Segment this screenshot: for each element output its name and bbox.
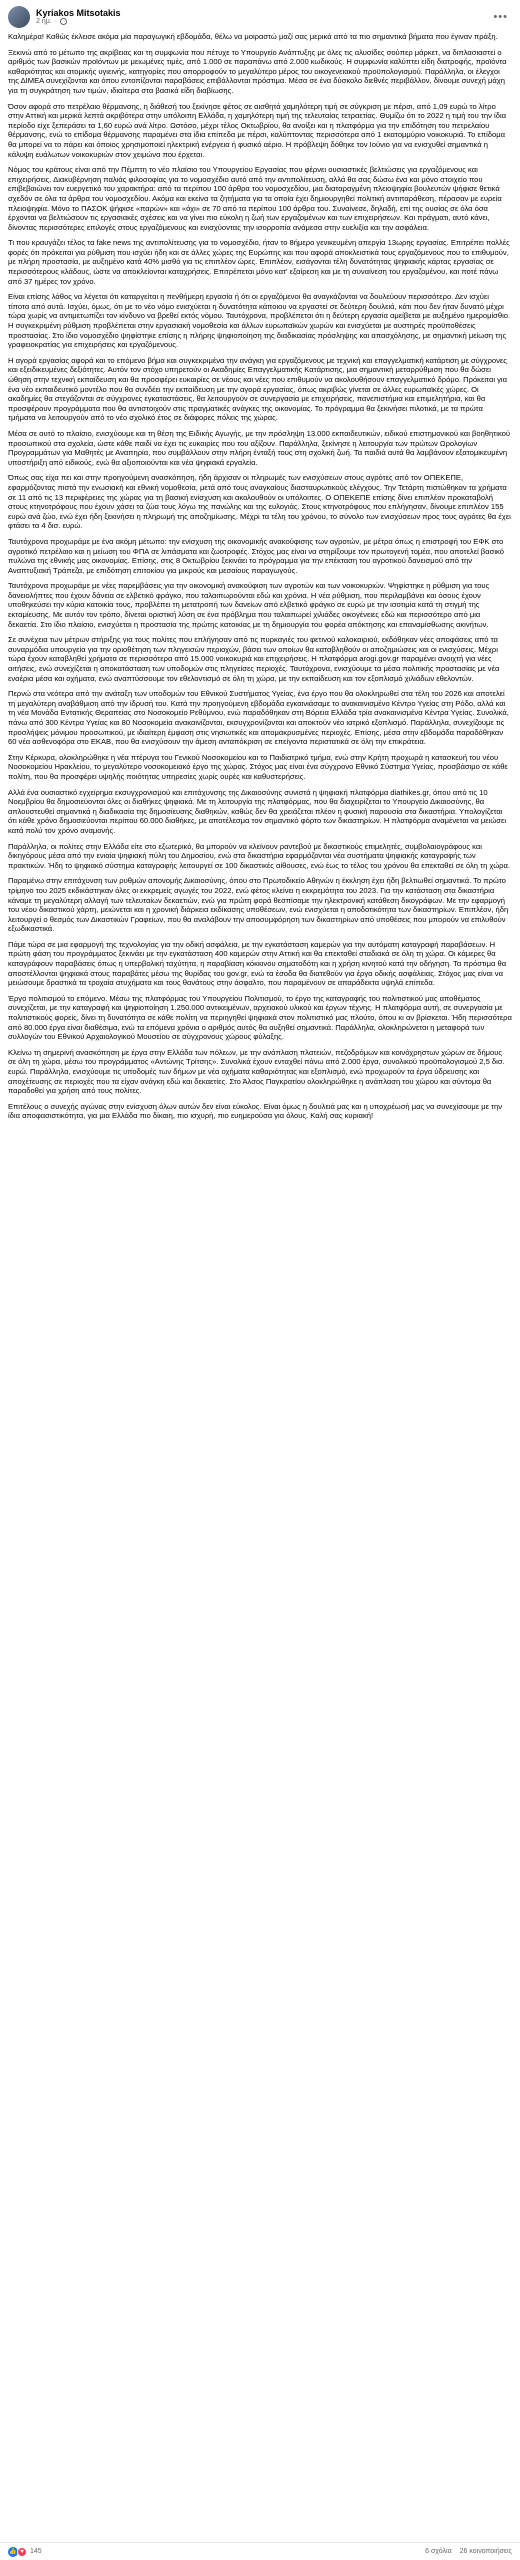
post-paragraph: Τι που κραυγάζει τέλος τα fake news της αντιπολίτευσης για το νομοσχέδιο, ήταν το 8ήμερο γενικευμένη απεργία 13ωρης εργασίας. Επιτρέπει πολλές φορές ότι πρόκειται για ρύθμιση που ισχύει ήδη και σε άλλες χώρες της Ευρώπης και που αφορά αποκλειστικά τους εργαζόμενους που το επιθυμούν, με πλήρη προστασία, με αυξημένο κατά 40% μισθό για τις επιπλέον ώρες. Επιπλέον, εισάγονται τέλη δυνατότητας ψηφιακής κάρτας εργασίας σε περισσότερους κλάδους, ώστε να αποκλείονται καταχρήσεις. Επιτρέπεται μόνο κατ' εξαίρεση και με τη συναίνεση του εργαζομένου, και ποτέ πάνω από 37 ημέρες τον χρόνο.: [8, 238, 510, 286]
comments-count[interactable]: 6 σχόλια: [425, 2548, 452, 2555]
post-paragraph: Στην Κέρκυρα, ολοκληρώθηκε η νέα πτέρυγα του Γενικού Νοσοκομείου και το Παιδιατρικό τμήμα, ενώ στην Κρήτη προχωρά η κατασκευή του νέου Νοσοκομείου Ηρακλείου, το μεγαλύτερο νοσοκομειακό έργο της χώρας. Στόχος μας είναι ένα σύγχρονο Εθνικό Σύστημα Υγείας, προσβάσιμο σε κάθε πολίτη, που θα προσφέρει υψηλής ποιότητας υπηρεσίες χωρίς ουρές και καθυστερήσεις.: [8, 752, 508, 781]
post-paragraph: Ταυτόχρονα προχωράμε με ένα ακόμη μέτωπο: την ενίσχυση της οικονομικής ανακούφισης των αγροτών, με μέτρα όπως η επιστροφή του ΕΦΚ στο αγροτικό πετρέλαιο και η μείωση του ΦΠΑ σε λιπάσματα και ζωοτροφές. Στόχος μας είναι να στηρίξουμε τον πρωτογενή τομέα, που αποτελεί βασικό πυλώνα της εθνικής μας οικονομίας. Επίσης, στις 8 Οκτωβρίου ξεκινάει το πρόγραμμα για την επέκταση του αγροτικού δανεισμού από την Αναπτυξιακή Τράπεζα, με επιδότηση επιτοκίου για μικρούς και μεσαίους παραγωγούς.: [8, 536, 504, 575]
post-paragraph: Περνώ στα νεότερα από την ανάταξη των υποδομών του Εθνικού Συστήματος Υγείας, ένα έργο που θα ολοκληρωθεί στα τέλη του 2026 και αποτελεί τη μεγαλύτερη αναβάθμιση από την ίδρυσή του. Κατά την προηγούμενη εβδομάδα εγκαινιάσαμε το ανακαινισμένο Κέντρο Υγείας στη Ρόδο, αλλά και τη νέα Μονάδα Εντατικής Θεραπείας στο Νοσοκομείο Ρεθύμνου, ενώ παραδόθηκαν στη Βόρεια Ελλάδα τρία ανακαινισμένα Κέντρα Υγείας. Συνολικά, πάνω από 300 Κέντρα Υγείας και 80 Νοσοκομεία ανακαινίζονται, εκσυγχρονίζονται και αποκτούν νέο ιατρικό εξοπλισμό. Παράλληλα, συνεχίζουμε τις προσλήψεις μόνιμου προσωπικού, με ιδιαίτερη έμφαση στις νησιωτικές και απομακρυσμένες περιοχές. Επίσης, μέσα στην εβδομάδα παραδόθηκαν 60 νέα ασθενοφόρα στο ΕΚΑΒ, που θα ενισχύσουν την άμεση ανταπόκριση σε επείγοντα περιστατικά σε όλη την επικράτεια.: [8, 689, 509, 747]
post-paragraph: Ξεκινώ από το μέτωπο της ακρίβειας και τη συμφωνία που πέτυχε το Υπουργείο Ανάπτυξης με όλες τις αλυσίδες σούπερ μάρκετ, να διπλασιαστεί ο αριθμός των βασικών προϊόντων με μειωμένες τιμές, από 1.000 σε παραπάνω από 2.000 κωδικούς. Η συμφωνία καλύπτει είδη διατροφής, προϊόντα καθαριότητας και ατομικής υγιεινής, κατηγορίες που απορροφούν το μεγαλύτερο μέρος του οικογενειακού προϋπολογισμού. Παράλληλα, οι έλεγχοι της ΔΙΜΕΑ συνεχίζονται και όπου εντοπίζονται παραβάσεις επιβάλλονται πρόστιμα. Μέσα σε ένα δύσκολο διεθνές περιβάλλον, δίνουμε συνεχή μάχη για τη συγκράτηση των τιμών, ιδιαίτερα στα βασικά είδη διαβίωσης.: [8, 47, 507, 95]
shares-count[interactable]: 26 κοινοποιήσεις: [459, 2548, 512, 2555]
post-paragraph: Έργο πολιτισμού το επόμενο. Μέσω της πλατφόρμας του Υπουργείου Πολιτισμού, το έργο της καταγραφής του πολιτιστικού μας αποθέματος συνεχίζεται, με την καταγραφή και ψηφιοποίηση 1.250.000 αντικειμένων, αρχειακού υλικού και έργων τέχνης. Η πλατφόρμα αυτή, σε συνεργασία με πολιτιστικούς φορείς, δίνει τη δυνατότητα σε κάθε πολίτη να περιηγηθεί ψηφιακά στον πολιτιστικό μας πλούτο, όπου κι αν βρίσκεται. Ήδη περισσότερα από 80.000 έργα είναι διαθέσιμα, ενώ τα επόμενα χρόνια ο αριθμός αυτός θα αυξηθεί σημαντικά. Παράλληλα, ολοκληρώνεται η μεταφορά των συλλογών του Εθνικού Αρχαιολογικού Μουσείου σε σύγχρονους χώρους φύλαξης.: [8, 993, 512, 1042]
post-footer: [0, 2542, 520, 2560]
reactions-summary[interactable]: [8, 2547, 425, 2557]
post-paragraph: Μέσα σε αυτό το πλαίσιο, ενισχύουμε και τη θέση της Ειδικής Αγωγής, με την πρόσληψη 13.000 εκπαιδευτικών, ειδικού επιστημονικού και βοηθητικού προσωπικού στα σχολεία, ώστε κάθε παιδί να έχει τις ευκαιρίες που του αξίζουν. Παράλληλα, ξεκίνησε η λειτουργία των πρώτων Ωρολογίων Προγραμμάτων για Μαθητές με Αναπηρία, που συμβάλλουν στην πλήρη ένταξή τους στη σχολική ζωή. Τα παιδιά αυτά θα λαμβάνουν εξατομικευμένη υποστήριξη από ειδικούς, ενώ θα αξιοποιούνται και νέα ψηφιακά εργαλεία.: [8, 428, 511, 467]
engagement-counts: [425, 2548, 512, 2555]
post-paragraph: Αλλά ένα ουσιαστικό εγχείρημα εκσυγχρονισμού και επιτάχυνσης της Δικαιοσύνης συνιστά η ψηφιακή πλατφόρμα diathikes.gr, όπου από τις 10 Νοεμβρίου θα δημοσιεύονται όλες οι διαθήκες ψηφιακά. Με τη λειτουργία της πλατφόρμας, που θα διαχειρίζεται το Υπουργείο Δικαιοσύνης, θα απλουστευθεί σημαντικά η διαδικασία της δημοσίευσης διαθηκών, καθώς δεν θα χρειάζεται πλέον η φυσική παρουσία στα δικαστήρια. Υπολογίζεται ότι κάθε χρόνο δημοσιεύονται περίπου 60.000 διαθήκες, με αποτέλεσμα τον σημαντικό φόρτο των δικαστηρίων. Η πλατφόρμα αναμένεται να μειώσει κατά πολύ τον χρόνο αναμονής.: [8, 787, 507, 835]
post-paragraph: Κλείνω τη σημερινή ανασκόπηση με έργα στην Ελλάδα των πόλεων, με την ανάπλαση πλατειών, πεζοδρόμων και κοινόχρηστων χώρων σε δήμους σε όλη τη χώρα, μέσω του προγράμματος «Αντώνης Τρίτσης». Συνολικά έχουν ενταχθεί πάνω από 2.000 έργα, συνολικού προϋπολογισμού 2,5 δισ. ευρώ. Παράλληλα, ενισχύουμε τις υποδομές των δήμων με νέα οχήματα καθαριότητας και εξοπλισμό, ενώ προχωρούν τα έργα ύδρευσης και αποχέτευσης σε περιοχές που τα είχαν ανάγκη εδώ και δεκαετίες. Στο Άλσος Παγκρατίου ολοκληρώθηκε η ανάπλαση του χώρου και σύντομα θα παραδοθεί για χρήση από τους πολίτες.: [8, 1047, 505, 1096]
post-paragraph: Η αγορά εργασίας αφορά και το επόμενο βήμα και συγκεκριμένα την ανάγκη για εργαζόμενους με τεχνική και επαγγελματική κατάρτιση με σύγχρονες και εξειδικευμένες δεξιότητες. Αυτόν τον στόχο υπηρετούν οι Ακαδημίες Επαγγελματικής Κατάρτισης, μια σημαντική μεταρρύθμιση που θα δώσει ώθηση στην τεχνική εκπαίδευση και θα προσφέρει ευκαιρίες σε νέους και νέες που επιθυμούν να ακολουθήσουν επαγγελματικό δρόμο. Πρόκειται για ένα νέο εκπαιδευτικό μοντέλο που θα συνδέει την εκπαίδευση με την αγορά εργασίας, όπως ακριβώς γίνεται σε άλλες ευρωπαϊκές χώρες. Οι ακαδημίες θα στεγάζονται σε σύγχρονες εγκαταστάσεις, θα λειτουργούν σε συνεργασία με επιχειρήσεις, πανεπιστήμια και επιμελητήρια, και θα προσφέρουν προγράμματα που θα αντιστοιχούν στις πραγματικές ανάγκες της οικονομίας. Το πρόγραμμα θα ξεκινήσει πιλοτικά, με τα πρώτα τμήματα να λειτουργούν από το νέο σχολικό έτος σε διάφορες πόλεις της χώρας.: [8, 355, 508, 423]
post-paragraph: Καλημέρα! Καθώς έκλεισε ακόμα μία παραγωγική εβδομάδα, θέλω να μοιραστώ μαζί σας μερικά από τα πιο σημαντικά βήματα που έγιναν πράξη.: [8, 32, 498, 41]
post-meta: 2 ημ. ·: [36, 18, 489, 25]
author-avatar[interactable]: [8, 6, 30, 28]
post-paragraph: Όσον αφορά στο πετρέλαιο θέρμανσης, η διάθεσή του ξεκίνησε φέτος σε αισθητά χαμηλότερη τιμή σε σύγκριση με πέρσι, από 1,09 ευρώ το λίτρο στην Αττική και μερικά λεπτά ακριβότερα στην υπόλοιπη Ελλάδα, η χαμηλότερη τιμή της τελευταίας τετραετίας. Θυμίζω ότι το 2022 η τιμή του την ίδια περίοδο είχε ξεπεράσει τα 1,60 ευρώ ανά λίτρο. Ωστόσο, μέχρι τέλος Οκτωβρίου, θα ανοίξει και η πλατφόρμα για την επιδότηση του πετρελαίου θέρμανσης, ενώ το επίδομα θέρμανσης παραμένει στα ίδια επίπεδα με πέρσι, καλύπτοντας περισσότερα από 1 εκατομμύριο νοικοκυριά. Το επίδομα θα μπορεί να το πάρει και όποιος χρησιμοποιεί ηλεκτρική ενέργεια ή φυσικό αέριο. Η πρόβλεψη δόθηκε τον Ιούνιο για να ενισχυθεί σημαντικά η κάλυψη ευάλωτων νοικοκυριών στον χειμώνα που έρχεται.: [8, 101, 507, 159]
post-paragraph: Σε συνέχεια των μέτρων στήριξης για τους πολίτες που επλήγησαν από τις πυρκαγιές του φετινού καλοκαιριού, εκδόθηκαν νέες αποφάσεις από τα συναρμόδια υπουργεία για την οριοθέτηση των πληγεισών περιοχών, βάσει των οποίων θα καταβληθούν οι αποζημιώσεις και οι ενισχύσεις. Μέχρι τώρα έχουν καταβληθεί χρήματα σε περισσότερα από 15.000 νοικοκυριά και επιχειρήσεις. Η πλατφόρμα arogi.gov.gr παραμένει ανοιχτή για νέες αιτήσεις, ενώ συνεχίζεται η αποκατάσταση των υποδομών στις πληγείσες περιοχές. Ταυτόχρονα, ενισχύουμε τα μέσα πολιτικής προστασίας με νέα εναέρια μέσα και οχήματα, ενώ αναπτύσσουμε τον εθελοντισμό σε όλη τη χώρα, με την εκπαίδευση και τον εξοπλισμό χιλιάδων εθελοντών.: [8, 635, 500, 683]
post-paragraph: Πάμε τώρα σε μια εφαρμογή της τεχνολογίας για την οδική ασφάλεια, με την εγκατάσταση καμερών για την αυτόματη καταγραφή παραβάσεων. Η πρώτη φάση του προγράμματος ξεκινάει με την εγκατάσταση 400 καμερών στην Αττική και θα επεκταθεί σταδιακά σε όλη τη χώρα. Οι κάμερες θα καταγράφουν παραβάσεις όπως η υπερβολική ταχύτητα, η παραβίαση κόκκινου σηματοδότη και η χρήση κινητού κατά την οδήγηση. Τα πρόστιμα θα αποστέλλονται ψηφιακά στους παραβάτες μέσω της θυρίδας του gov.gr, ενώ τα έσοδα θα διατεθούν για έργα οδικής ασφάλειας. Στόχος μας είναι να μειώσουμε δραστικά τα τροχαία ατυχήματα και τους θανάτους στην άσφαλτο, που παραμένουν σε απαράδεκτα υψηλά επίπεδα.: [8, 939, 507, 988]
post-timestamp[interactable]: 2 ημ.: [36, 18, 52, 26]
reaction-count: 145: [30, 2548, 42, 2555]
post-header: [0, 0, 520, 30]
post-paragraph: Επιτέλους ο συνεχής αγώνας στην ενίσχυση όλων αυτών δεν είναι εύκολος. Είναι όμως η δουλειά μας και η υποχρέωσή μας να συνεχίσουμε με την ίδια αποφασιστικότητα, για μια Ελλάδα πιο δίκαιη, πιο ισχυρή, πιο ευημερούσα για όλους. Καλή σας κυριακή!: [8, 1101, 503, 1121]
post-paragraph: Νόμος του κράτους είναι από την Πέμπτη το νέο πλαίσιο του Υπουργείου Εργασίας που φέρνει ουσιαστικές βελτιώσεις για εργαζόμενους και επιχειρήσεις. Διακυβέρνηση παλιάς φιλοσοφίας για το νομοσχέδιο αυτό από την αντιπολίτευση, αλλά θα σας δώσω ένα και μόνο στοιχείο που επιβεβαιώνει τον ευεργετικό του χαρακτήρα: από τα περίπου 100 άρθρα του νομοσχεδίου, μια διαταραγμένη πλειοψηφία βουλευτών ψήφισε θετικά σχεδόν σε όλα τα άρθρα του νομοσχεδίου. Ακόμα και εκείνα τα ζητήματα για τα οποία έχει δημιουργηθεί πολιτική αντιπαράθεση, πέρασαν με ευρεία πλειοψηφία. Μόνο το ΠΑΣΟΚ ψήφισε «παρών» και «όχι» σε 70 από τα περίπου 100 άρθρα του. Συναίνεσε, δηλαδή, επί της ουσίας σε όλα όσα έρχονται να βελτιώσουν τις εργασιακές σχέσεις και να γίνει πιο εύκολη η ζωή των εργαζομένων και των επιχειρήσεων. Και πράγματι, αυτό κάνει, δίνοντας περισσότερες επιλογές στους εργαζόμενους και ενισχύοντας την ισορροπία ανάμεσα στην ευελιξία και την ασφάλεια.: [8, 165, 502, 232]
author-name[interactable]: Kyriakos Mitsotakis: [36, 7, 121, 18]
globe-icon: [60, 18, 67, 25]
post-body: [0, 30, 520, 1121]
post-paragraph: Όπως σας είχα πει και στην προηγούμενη ανασκόπηση, ήδη άρχισαν οι πληρωμές των ενισχύσεων στους αγρότες από τον ΟΠΕΚΕΠΕ, εφαρμόζοντας πιστά την ενωσιακή και εθνική νομοθεσία, μετά από τους αναγκαίους διασταυρωτικούς ελέγχους. Την Τετάρτη πιστώθηκαν τα χρήματα σε 11 από τις 13 περιφέρειες της χώρας για τη βασική ενίσχυση και ακολουθούν οι υπόλοιπες. Ο ΟΠΕΚΕΠΕ επίσης δίνει επιπλέον προκαταβολή στους κτηνοτρόφους που έχουν χάσει τα ζώα τους λόγω της πανώλης και της ευλογιάς. Στους κτηνοτρόφους που επλήγησαν, δίνουμε επιπλέον 155 ευρώ ανά ζώο, ενώ έχει ήδη ξεκινήσει η πληρωμή της αποζημίωσης. Μέχρι τα τέλη του χρόνου, το σύνολο των ενισχύσεων προς τους αγρότες θα έχει φτάσει τα 4 δισ. ευρώ.: [8, 473, 511, 531]
post-paragraph: Ταυτόχρονα προχωράμε με νέες παρεμβάσεις για την οικονομική ανακούφιση των αγροτών και των νοικοκυριών. Ψηφίστηκε η ρύθμιση για τους δανειολήπτες που έχουν δάνεια σε ελβετικό φράγκο, που ταλαιπωρούνται εδώ και χρόνια. Η νέα ρύθμιση, που περιλαμβάνει και όσους έχουν υποθηκεύσει την κύρια κατοικία τους, προβλέπει τη μετατροπή των δανείων από ελβετικό φράγκο σε ευρώ με την ισοτιμία κατά τη στιγμή της εκταμίευσης. Με αυτόν τον τρόπο, δίνεται οριστική λύση σε ένα πρόβλημα που ταλαιπωρεί χιλιάδες οικογένειες εδώ και περισσότερο από μια δεκαετία. Στο ίδιο πλαίσιο, ενισχύεται η προστασία της πρώτης κατοικίας με τη δημιουργία του φορέα απόκτησης και επαναμίσθωσης ακινήτων.: [8, 581, 490, 629]
author-meta: [36, 9, 489, 26]
post-paragraph: Παράλληλα, οι πολίτες στην Ελλάδα είτε στο εξωτερικό, θα μπορούν να κλείνουν ραντεβού με δικαστικούς επιμελητές, συμβολαιογράφους και δικηγόρους μέσα από την ενιαία ψηφιακή πύλη του Δημοσίου, ενώ στα δικαστήρια εφαρμόζονται νέα συστήματα ψηφιακής καταγραφής των πρακτικών. Ήδη το ψηφιακό σύστημα καταγραφής λειτουργεί σε 100 δικαστικές αίθουσες, ενώ έως το τέλος του χρόνου θα επεκταθεί σε όλη τη χώρα.: [8, 841, 510, 870]
post-paragraph: Παραμένω στην επιτάχυνση των ρυθμών απονομής Δικαιοσύνης, όπου στο Πρωτοδικείο Αθηνών η έκκληση έχει ήδη βελτιωθεί σημαντικά. Το πρώτο τρίμηνο του 2025 εκδικάστηκαν όλες οι εκκρεμείς αγωγές του 2022, ενώ φέτος κλείνει η εκκρεμότητα του 2023. Για την κατάσταση στα δικαστήρια κάναμε τη μεγαλύτερη αλλαγή των τελευταίων δεκαετιών, ενώ για πρώτη φορά θεσπίσαμε την ηλεκτρονική κατάθεση δικογράφων. Με την εφαρμογή του νέου δικαστικού χάρτη, μειώνεται και η χρονική διάρκεια εκδίκασης υποθέσεων, ενώ ενισχύεται η αποδοτικότητα των δικαστηρίων. Επιπλέον, ήδη λειτουργεί ο θεσμός των Δικαστικών Γραφείων, που θα αναλάβουν την αποσυμφόρηση των δικαστηρίων από υποθέσεις που μπορούν να επιλυθούν εξωδικαστικά.: [8, 876, 509, 934]
more-options-icon[interactable]: •••: [493, 11, 508, 23]
like-icon: 👍: [8, 2547, 18, 2557]
post-paragraph: Είναι επίσης λάθος να λέγεται ότι καταργείται η πενθήμερη εργασία ή ότι οι εργαζόμενοι θα αναγκάζονται να δουλεύουν περισσότερο. Δεν ισχύει τίποτα από αυτά. Ισχύει, όμως, ότι με το νέο νόμο ενισχύεται η δυνατότητα κάποιου να εργαστεί σε δεύτερη δουλειά, κάτι που δεν ήταν δυνατό μέχρι τώρα χωρίς να αντιμετωπίζει τον κίνδυνο να βρεθεί εκτός νόμου. Ταυτόχρονα, προβλέπεται ότι η δεύτερη εργασία αμείβεται με αυξημένο ημερομίσθιο. Η συγκεκριμένη ρύθμιση προβλέπεται στην εργασιακή νομοθεσία και άλλων ευρωπαϊκών χωρών και ενισχύεται με αυστηρές προϋποθέσεις προστασίας. Στο ίδιο νομοσχέδιο ψηφίστηκε επίσης η πλήρης ψηφιοποίηση της διαδικασίας πρόσληψης και απασχόλησης, με σημαντική μείωση της γραφειοκρατίας για επιχειρήσεις και εργαζόμενους.: [8, 292, 511, 350]
love-icon: ♥: [17, 2547, 27, 2557]
